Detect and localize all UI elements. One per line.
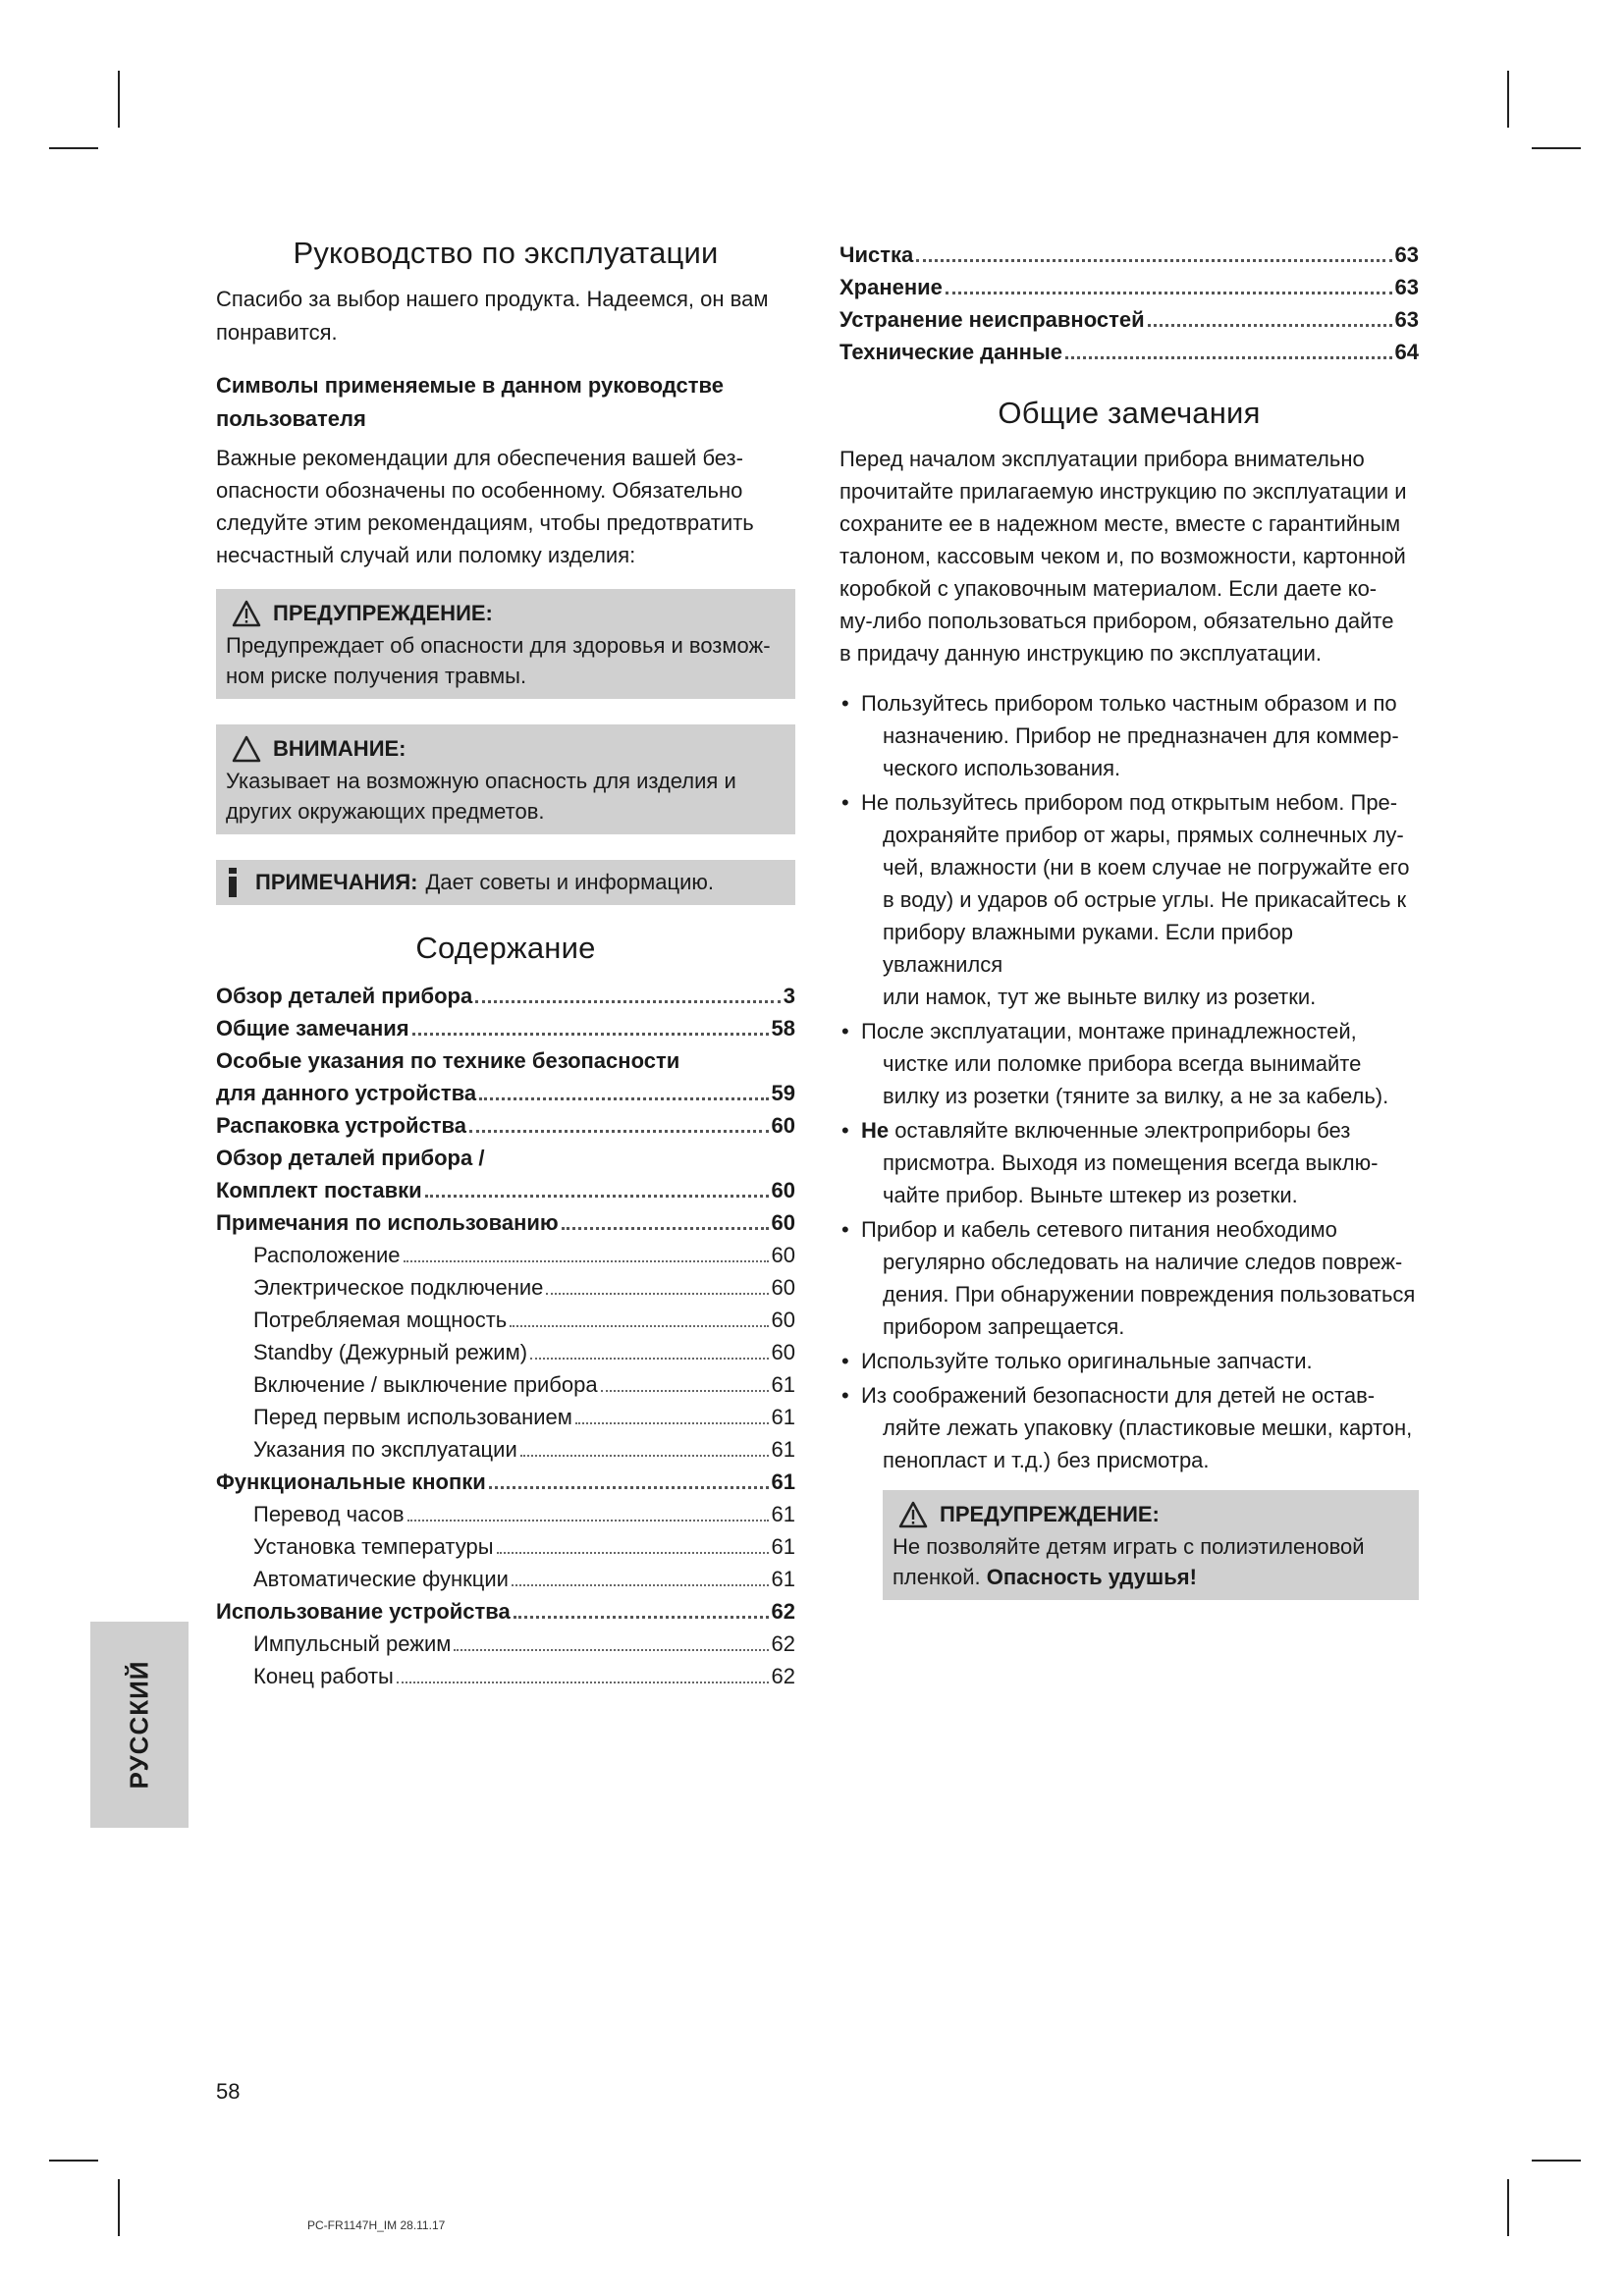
table-of-contents <box>216 980 795 1692</box>
safety-bullet-list <box>839 687 1419 1476</box>
caution-triangle-icon <box>232 735 261 763</box>
child-warning-text: Не позволяйте детям играть с полиэтиленовой пленкой. Опасность удушья! <box>893 1534 1365 1589</box>
caution-text: Указывает на возможную опасность для изделия и других окружающих предметов. <box>226 769 736 824</box>
bullet-item: • Используйте только оригинальные запчасти. <box>841 1349 1313 1373</box>
toc-title: Содержание <box>415 931 596 965</box>
toc-subitem[interactable]: Перевод часов 61 <box>216 1498 795 1530</box>
warning-box <box>216 589 795 699</box>
toc-subitem[interactable]: Конец работы 62 <box>216 1660 795 1692</box>
toc-subitem[interactable]: Электрическое подключение 60 <box>216 1271 795 1304</box>
general-remarks-intro: Перед началом эксплуатации прибора внимательно прочитайте прилагаемую инструкцию по эксплуатации и сохраните ее в надежном месте, вместе с гарантийным талоном, кассовым чеком и, по возможности, картонной коробкой с упаковочным материалом. Если даете ко- му-либо попользоваться прибором, обязательно дайте в придачу данную инструкцию по эксплуатации. <box>839 447 1407 666</box>
note-text: Дает советы и информацию. <box>425 870 715 894</box>
toc-item-line1[interactable]: Обзор деталей прибора / <box>216 1146 485 1170</box>
warning-label: ПРЕДУПРЕЖДЕНИЕ: <box>273 601 493 625</box>
language-tab-label: РУССКИЙ <box>124 1660 154 1789</box>
toc-subitem[interactable]: Импульсный режим 62 <box>216 1628 795 1660</box>
manual-title: Руководство по эксплуатации <box>293 236 719 270</box>
crop-mark <box>118 2179 120 2236</box>
right-column <box>839 239 1419 1626</box>
toc-subitem[interactable]: Перед первым использованием 61 <box>216 1401 795 1433</box>
toc-subitem[interactable]: Установка температуры 61 <box>216 1530 795 1563</box>
note-box <box>216 860 795 905</box>
symbols-heading: Символы применяемые в данном руководстве пользователя <box>216 373 724 431</box>
general-remarks-title: Общие замечания <box>998 396 1261 430</box>
crop-mark <box>49 2160 98 2162</box>
toc-subitem[interactable]: Указания по эксплуатации 61 <box>216 1433 795 1466</box>
warning-triangle-icon <box>898 1501 928 1528</box>
bullet-item: • Прибор и кабель сетевого питания необходимо регулярно обследовать на наличие следов повреж- дения. При обнаружении повреждения пользоваться прибором запрещается. <box>841 1217 1416 1339</box>
crop-mark <box>118 71 120 128</box>
table-of-contents-continued <box>839 239 1419 368</box>
footer-document-code: PC-FR1147H_IM 28.11.17 <box>307 2218 446 2232</box>
crop-mark <box>1507 2179 1509 2236</box>
bullet-item: • Из соображений безопасности для детей не остав- ляйте лежать упаковку (пластиковые мешки, картон, пенопласт и т.д.) без присмотра. <box>841 1383 1413 1472</box>
child-warning-box <box>883 1490 1419 1600</box>
symbols-text: Важные рекомендации для обеспечения вашей без- опасности обозначены по особенному. Обязательно следуйте этим рекомендациям, чтобы предотвратить несчастный случай или поломку изделия: <box>216 446 754 567</box>
bullet-item: • Не пользуйтесь прибором под открытым небом. Пре- дохраняйте прибор от жары, прямых солнечных лу- чей, влажности (ни в коем случае не погружайте его в воду) и ударов об острые углы. Не прикасайтесь к прибору влажными руками. Если прибор увлажнился или намок, тут же выньте вилку из розетки. <box>841 790 1410 1009</box>
toc-item[interactable]: Хранение 63 <box>839 271 1419 303</box>
toc-subitem[interactable]: Включение / выключение прибора 61 <box>216 1368 795 1401</box>
toc-item[interactable]: Комплект поставки 60 <box>216 1174 795 1206</box>
caution-label: ВНИМАНИЕ: <box>273 736 406 761</box>
bullet-item: • Пользуйтесь прибором только частным образом и по назначению. Прибор не предназначен для коммер- ческого использования. <box>841 691 1399 780</box>
info-icon <box>226 868 240 897</box>
crop-mark <box>1532 2160 1581 2162</box>
toc-subitem[interactable]: Автоматические функции 61 <box>216 1563 795 1595</box>
toc-item-line1[interactable]: Особые указания по технике безопасности <box>216 1048 680 1073</box>
caution-box <box>216 724 795 834</box>
note-label: ПРИМЕЧАНИЯ: <box>255 870 418 894</box>
bullet-item: • Не оставляйте включенные электроприборы без присмотра. Выходя из помещения всегда выклю- чайте прибор. Выньте штекер из розетки. <box>841 1118 1379 1207</box>
intro-text: Спасибо за выбор нашего продукта. Надеемся, он вам понравится. <box>216 287 769 345</box>
toc-item[interactable]: для данного устройства 59 <box>216 1077 795 1109</box>
warning-triangle-icon <box>232 600 261 627</box>
bullet-item: • После эксплуатации, монтаже принадлежностей, чистке или поломке прибора всегда вынимайте вилку из розетки (тяните за вилку, а не за кабель). <box>841 1019 1389 1108</box>
left-column <box>216 236 795 1692</box>
crop-mark <box>1532 147 1581 149</box>
crop-mark <box>1507 71 1509 128</box>
toc-item[interactable]: Примечания по использованию 60 <box>216 1206 795 1239</box>
toc-subitem[interactable]: Standby (Дежурный режим) 60 <box>216 1336 795 1368</box>
toc-item[interactable]: Технические данные 64 <box>839 336 1419 368</box>
toc-item[interactable]: Использование устройства 62 <box>216 1595 795 1628</box>
warning-label: ПРЕДУПРЕЖДЕНИЕ: <box>940 1502 1160 1526</box>
toc-subitem[interactable]: Расположение 60 <box>216 1239 795 1271</box>
page-number: 58 <box>216 2079 241 2104</box>
toc-item[interactable]: Устранение неисправностей 63 <box>839 303 1419 336</box>
crop-mark <box>49 147 98 149</box>
warning-text: Предупреждает об опасности для здоровья и возмож- ном риске получения травмы. <box>226 633 771 688</box>
toc-item[interactable]: Чистка 63 <box>839 239 1419 271</box>
toc-subitem[interactable]: Потребляемая мощность 60 <box>216 1304 795 1336</box>
toc-item[interactable]: Распаковка устройства 60 <box>216 1109 795 1142</box>
language-tab <box>90 1622 189 1828</box>
toc-item[interactable]: Обзор деталей прибора 3 <box>216 980 795 1012</box>
toc-item[interactable]: Общие замечания 58 <box>216 1012 795 1044</box>
toc-item[interactable]: Функциональные кнопки 61 <box>216 1466 795 1498</box>
